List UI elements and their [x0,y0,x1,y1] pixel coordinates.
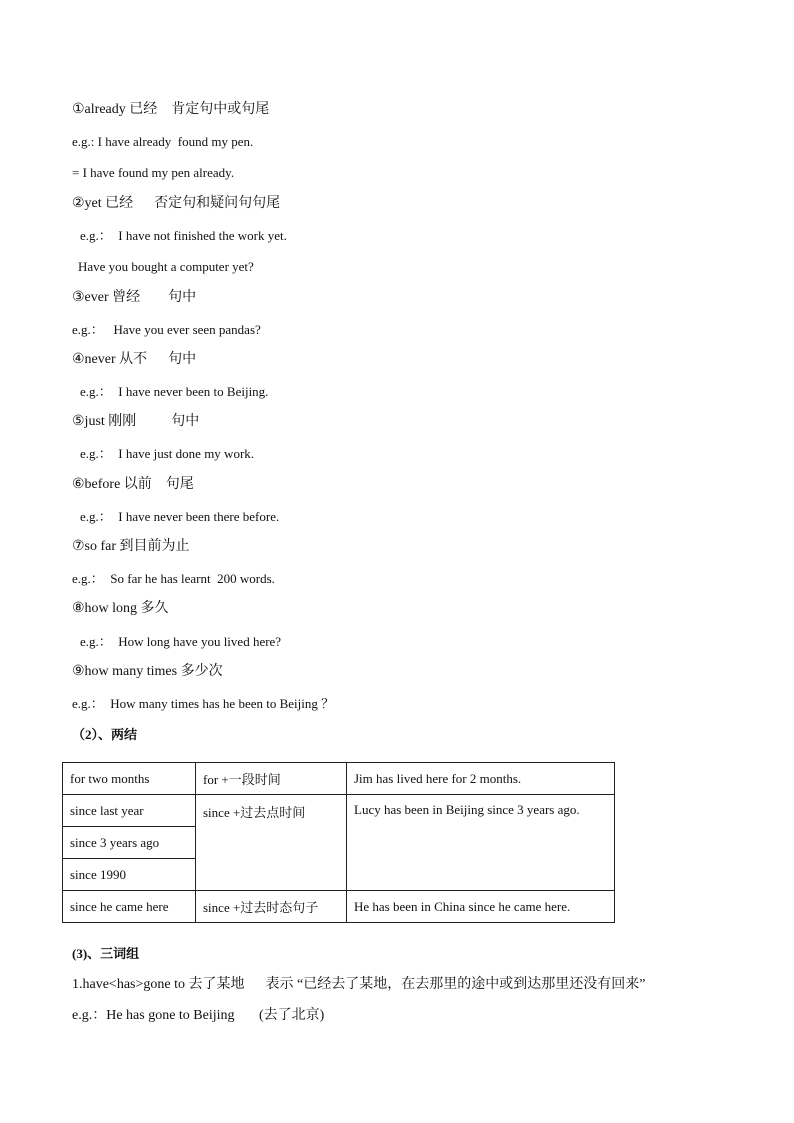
example-line: e.g.：He has gone to Beijing (去了北京) [72,1008,325,1023]
table-cell: since 3 years ago [63,827,196,859]
example-line: e.g.： I have just done my work. [80,446,255,461]
table-cell: since he came here [63,891,196,923]
table-cell: Lucy has been in Beijing since 3 years ago. [347,795,615,891]
table-row [63,763,615,795]
table-cell: since 1990 [63,859,196,891]
example-line: e.g.： How long have you lived here? [80,634,282,649]
example-line: e.g.： I have not finished the work yet. [80,228,287,243]
item-already-heading: ①already 已经 肯定句中或句尾 [72,102,270,117]
section-2-title: （2）、两结 [72,727,138,742]
item-yet-heading: ②yet 已经 否定句和疑问句句尾 [72,196,281,211]
item-how-long-heading: ⑧how long 多久 [72,601,169,616]
item-how-many-times-heading: ⑨how many times 多少次 [72,664,223,679]
table-row [63,891,615,923]
example-line: e.g.： I have never been to Beijing. [80,384,269,399]
table-row [63,795,615,827]
table-cell: for two months [63,763,196,795]
example-line: e.g.： How many times has he been to Beijing ？ [72,696,335,711]
table-cell: Jim has lived here for 2 months. [347,763,615,795]
example-line: e.g.： Have you ever seen pandas? [72,322,261,337]
item-before-heading: ⑥before 以前 句尾 [72,477,194,492]
table-cell: since +过去时态句子 [196,891,347,923]
table-cell: for +一段时间 [196,763,347,795]
item-ever-heading: ③ever 曾经 句中 [72,290,197,305]
since-for-table [62,762,615,923]
table-cell: He has been in China since he came here. [347,891,615,923]
section-3-title: (3)、三词组 [72,946,140,961]
example-line: e.g.: I have already found my pen. [72,134,254,149]
example-line: e.g.： So far he has learnt 200 words. [72,571,275,586]
item-so-far-heading: ⑦so far 到目前为止 [72,539,190,554]
phrase-have-gone-to: 1.have<has>gone to 去了某地 表示 “已经去了某地，在去那里的途中或到达那里还没有回来” [72,977,646,992]
example-line: e.g.： I have never been there before. [80,509,280,524]
table-cell: since +过去点时间 [196,795,347,891]
example-line: Have you bought a computer yet? [78,259,254,274]
example-line: = I have found my pen already. [72,165,235,180]
table-cell: since last year [63,795,196,827]
item-never-heading: ④never 从不 句中 [72,352,197,367]
item-just-heading: ⑤just 刚刚 句中 [72,414,200,429]
